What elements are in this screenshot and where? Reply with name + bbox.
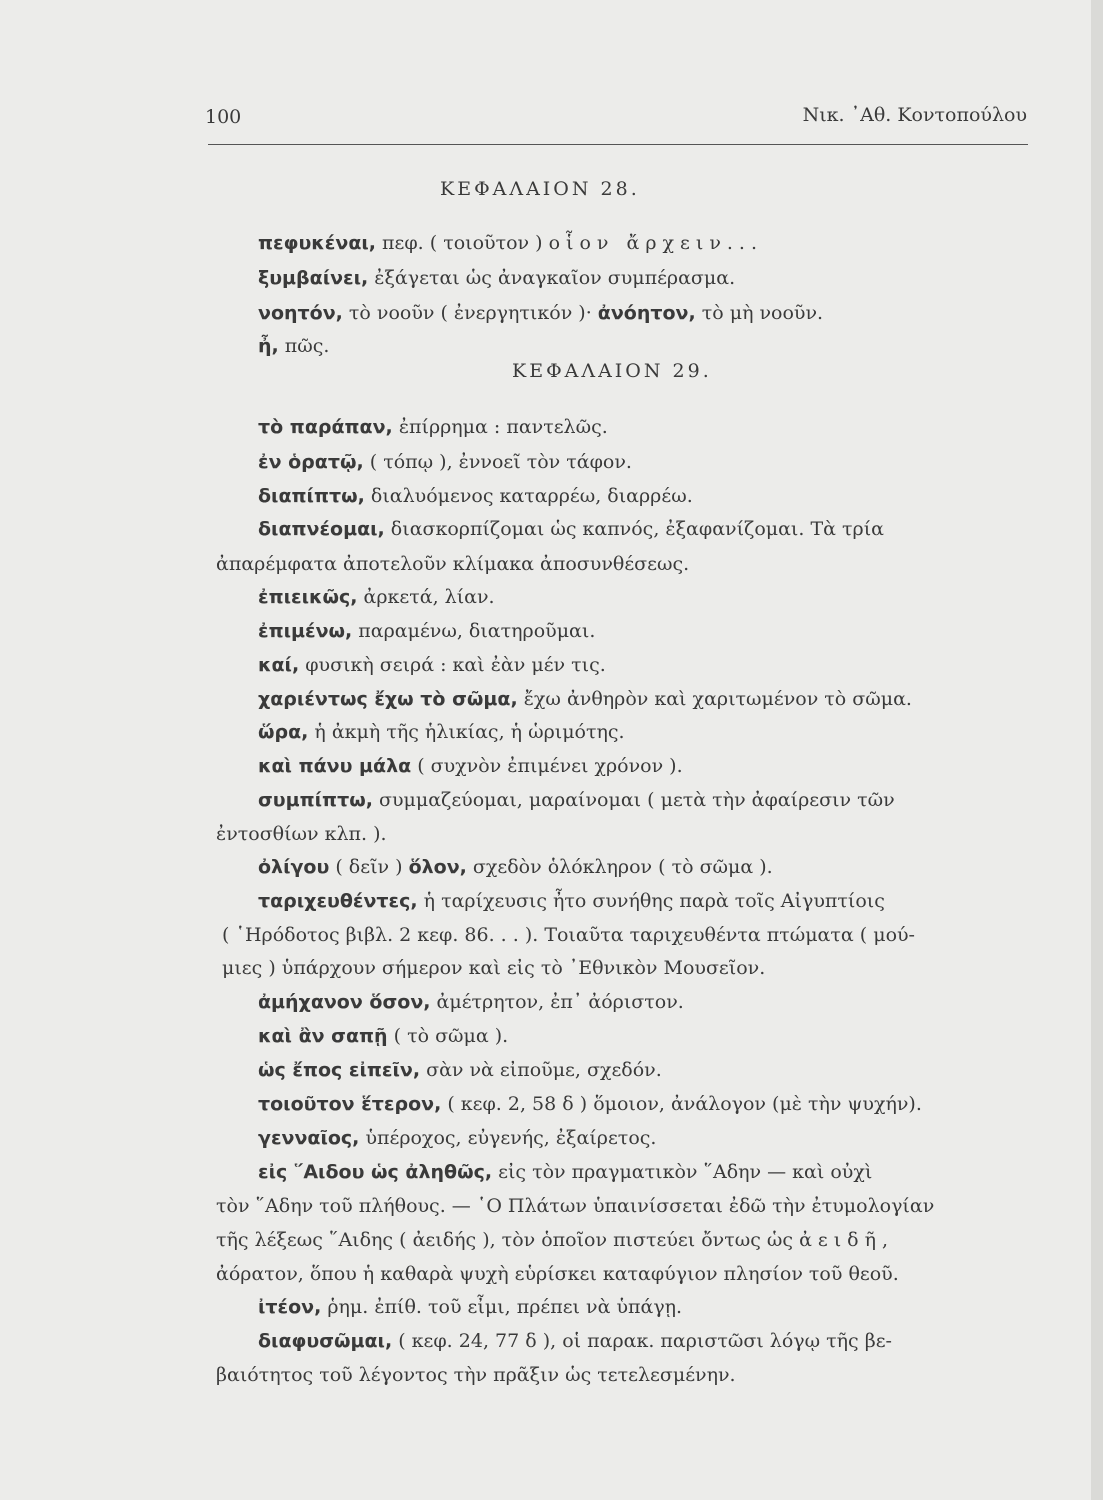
gloss: ( ῾Ηρόδοτος βιβλ. 2 κεφ. 86. . . ). Τοιαῦτα ταριχευθέντα πτώματα ( μού- <box>222 924 915 946</box>
entry-line <box>258 686 912 712</box>
entry-line <box>258 414 608 440</box>
continuation-line <box>216 1362 736 1388</box>
gloss: ( τόπῳ ), ἐννοεῖ τὸν τάφον. <box>363 451 632 473</box>
continuation-line <box>216 821 387 847</box>
headword: διαπνέομαι, <box>258 518 385 540</box>
gloss: ἐπίρρημα : παντελῶς. <box>392 416 608 438</box>
gloss: σχεδὸν ὁλόκληρον ( τὸ σῶμα ). <box>466 856 773 878</box>
entry-line <box>258 1294 682 1320</box>
continuation-line <box>216 551 689 577</box>
headword: καὶ πάνυ μάλα <box>258 755 412 777</box>
gloss: ( τὸ σῶμα ). <box>387 1025 509 1047</box>
entry-line <box>258 787 895 813</box>
entry-line <box>258 989 684 1015</box>
headword: διαπίπτω, <box>258 485 365 507</box>
running-head: Νικ. ᾿Αθ. Κοντοπούλου <box>802 104 1027 126</box>
page-header <box>205 100 1027 130</box>
gloss: ( κεφ. 2, 58 δ ) ὅμοιον, ἀνάλογον (μὲ τὴν ψυχήν). <box>441 1093 922 1115</box>
entry-line <box>258 516 884 542</box>
headword: ὡς ἔπος εἰπεῖν, <box>258 1059 421 1081</box>
chapter-heading-29: ΚΕΦΑΛΑΙΟΝ 29. <box>512 360 712 382</box>
header-rule <box>208 144 1028 145</box>
gloss: τὸν ῞Αδην τοῦ πλήθους. — ῾Ο Πλάτων ὑπαινίσσεται ἐδῶ τὴν ἐτυμολογίαν <box>216 1195 935 1217</box>
gloss: ἐντοσθίων κλπ. ). <box>216 823 387 845</box>
gloss: ἡ ταρίχευσις ἦτο συνήθης παρὰ τοῖς Αἰγυπτίοις <box>417 890 885 912</box>
entry-line <box>258 265 735 291</box>
headword: πεφυκέναι, <box>258 232 376 254</box>
gloss: φυσικὴ σειρά : καὶ ἐὰν μέν τις. <box>299 654 606 676</box>
headword: ταριχευθέντες, <box>258 890 418 912</box>
entry-line <box>258 618 595 644</box>
entry-line <box>258 483 693 509</box>
gloss-spaced: οἷον ἄρχειν... <box>548 232 763 254</box>
gloss: ( δεῖν ) <box>329 856 409 878</box>
headword: ὥρα, <box>258 721 309 743</box>
headword: ὀλίγου <box>258 856 330 878</box>
gloss: σὰν νὰ εἰποῦμε, σχεδόν. <box>420 1059 662 1081</box>
entry-line <box>258 854 773 880</box>
headword: διαφυσῶμαι, <box>258 1330 393 1352</box>
headword: συμπίπτω, <box>258 789 373 811</box>
continuation-line <box>216 1193 934 1219</box>
headword: γενναῖος, <box>258 1127 360 1149</box>
gloss: πῶς. <box>278 335 330 357</box>
gloss: συμμαζεύομαι, μαραίνομαι ( μετὰ τὴν ἀφαίρεσιν τῶν <box>372 789 895 811</box>
headword: χαριέντως ἔχω τὸ σῶμα, <box>258 688 518 710</box>
gloss: ( συχνὸν ἐπιμένει χρόνον ). <box>411 755 683 777</box>
headword: νοητόν, <box>258 302 343 324</box>
headword: ἐν ὁρατῷ, <box>258 451 364 473</box>
gloss: ἀπαρέμφατα ἀποτελοῦν κλίμακα ἀποσυνθέσεως. <box>216 553 690 575</box>
entry-line <box>258 652 606 678</box>
headword: καί, <box>258 654 300 676</box>
headword: καὶ ἂν σαπῇ <box>258 1025 388 1047</box>
page-edge <box>1091 0 1103 1500</box>
gloss: διασκορπίζομαι ὡς καπνός, ἐξαφανίζομαι. Τὰ τρία <box>384 518 884 540</box>
gloss: ἐξάγεται ὡς ἀναγκαῖον συμπέρασμα. <box>368 267 736 289</box>
gloss: τὸ μὴ νοοῦν. <box>695 302 824 324</box>
gloss: ἀμέτρητον, ἐπ᾿ ἀόριστον. <box>430 991 684 1013</box>
headword: ἦ, <box>258 335 279 357</box>
continuation-line <box>222 955 765 981</box>
entry-line <box>258 1125 656 1151</box>
entry-line <box>258 333 329 359</box>
gloss: εἰς τὸν πραγματικὸν ῞Αδην — καὶ οὐχὶ <box>492 1161 873 1183</box>
headword: ἀμήχανον ὅσον, <box>258 991 431 1013</box>
gloss: μιες ) ὑπάρχουν σήμερον καὶ εἰς τὸ ᾿Εθνικὸν Μουσεῖον. <box>222 957 766 979</box>
gloss: τὸ νοοῦν ( ἐνεργητικόν )· <box>342 302 598 324</box>
headword: ἰτέον, <box>258 1296 322 1318</box>
gloss: ῥημ. ἐπίθ. τοῦ εἶμι, πρέπει νὰ ὑπάγῃ. <box>321 1296 683 1318</box>
entry-line <box>258 449 632 475</box>
entry-line <box>258 1057 662 1083</box>
gloss: τῆς λέξεως ῞Αιδης ( ἀειδής ), τὸν ὁποῖον πιστεύει ὄντως ὡς <box>216 1229 800 1251</box>
entry-line <box>258 888 885 914</box>
entry-line <box>258 1159 872 1185</box>
headword: ὅλον, <box>408 856 467 878</box>
headword: ἐπιμένω, <box>258 620 353 642</box>
gloss: πεφ. ( τοιοῦτον ) <box>376 232 549 254</box>
continuation-line <box>222 922 915 948</box>
gloss-spaced: ἀειδῆ, <box>799 1229 895 1251</box>
entry-line <box>258 719 625 745</box>
gloss: ἀρκετά, λίαν. <box>357 586 495 608</box>
headword: εἰς ῞Αιδου ὡς ἀληθῶς, <box>258 1161 493 1183</box>
gloss: διαλυόμενος καταρρέω, διαρρέω. <box>364 485 693 507</box>
continuation-line <box>216 1261 899 1287</box>
gloss: ( κεφ. 24, 77 δ ), οἱ παρακ. παριστῶσι λόγῳ τῆς βε- <box>392 1330 892 1352</box>
entry-line <box>258 1328 892 1354</box>
entry-line <box>258 230 763 256</box>
gloss: βαιότητος τοῦ λέγοντος τὴν πρᾶξιν ὡς τετελεσμένην. <box>216 1364 736 1386</box>
gloss: παραμένω, διατηροῦμαι. <box>352 620 596 642</box>
entry-line <box>258 584 495 610</box>
entry-line <box>258 1023 508 1049</box>
headword: ξυμβαίνει, <box>258 267 369 289</box>
headword: ἀνόητον, <box>597 302 696 324</box>
entry-line <box>258 1091 922 1117</box>
headword: τοιοῦτον ἕτερον, <box>258 1093 442 1115</box>
gloss: ὑπέροχος, εὐγενής, ἐξαίρετος. <box>359 1127 657 1149</box>
continuation-line <box>216 1227 894 1253</box>
gloss: ἡ ἀκμὴ τῆς ἡλικίας, ἡ ὡριμότης. <box>308 721 625 743</box>
entry-line <box>258 300 823 326</box>
headword: ἐπιεικῶς, <box>258 586 358 608</box>
headword: τὸ παράπαν, <box>258 416 393 438</box>
chapter-heading-28: ΚΕΦΑΛΑΙΟΝ 28. <box>440 178 640 200</box>
gloss: ἔχω ἀνθηρὸν καὶ χαριτωμένον τὸ σῶμα. <box>517 688 912 710</box>
gloss: ἀόρατον, ὅπου ἡ καθαρὰ ψυχὴ εὑρίσκει καταφύγιον πλησίον τοῦ θεοῦ. <box>216 1263 899 1285</box>
entry-line <box>258 753 683 779</box>
page-number: 100 <box>205 106 242 128</box>
